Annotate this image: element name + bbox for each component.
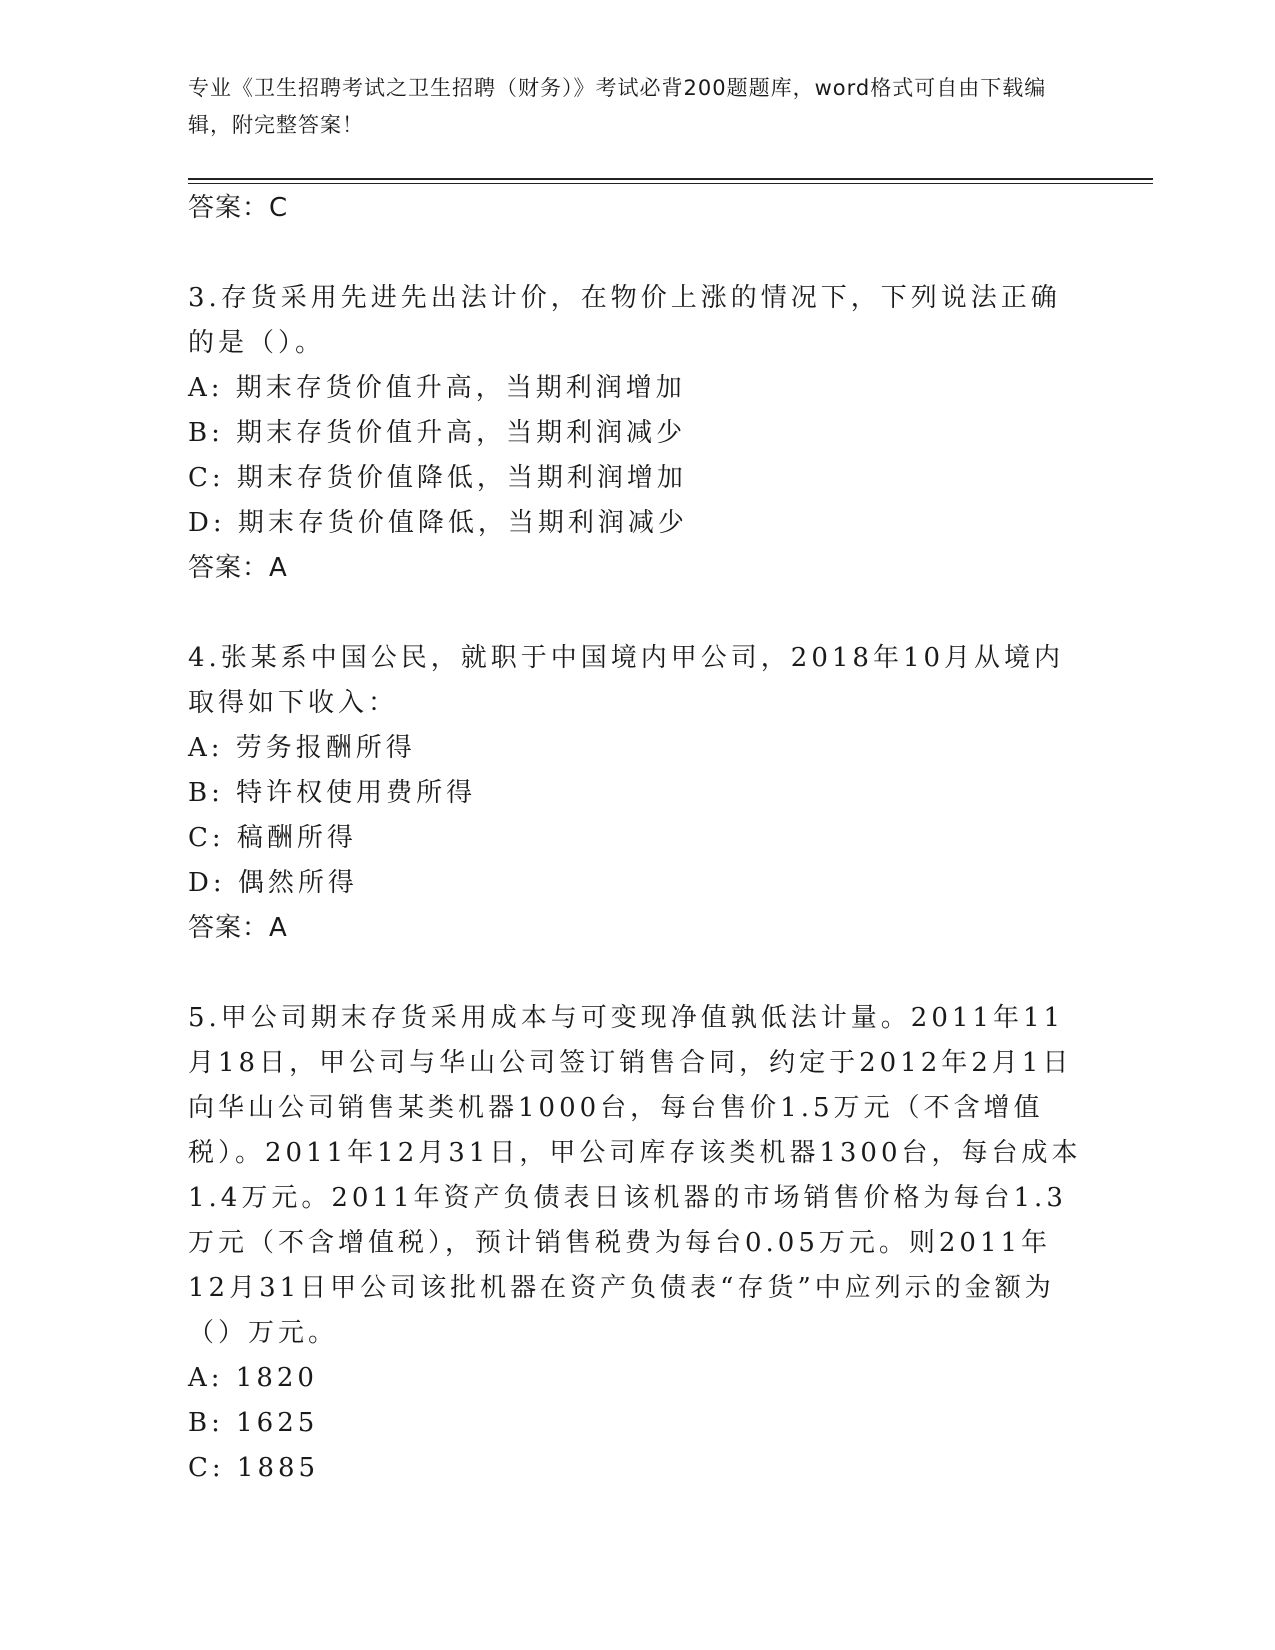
option-d: D: 偶然所得 <box>188 868 358 898</box>
option-d: D: 期末存货价值降低，当期利润减少 <box>188 508 688 538</box>
question-list <box>188 186 1088 1491</box>
header-title: 专业《卫生招聘考试之卫生招聘（财务）》考试必背200题题库，word格式可自由下载编辑，附完整答案！ <box>188 76 1047 137</box>
option-c: C: 稿酬所得 <box>188 823 357 853</box>
option-a: A: 劳务报酬所得 <box>188 733 416 763</box>
question-5 <box>188 996 1088 1491</box>
option-a: A: 期末存货价值升高，当期利润增加 <box>188 373 686 403</box>
option-c: C: 1885 <box>188 1453 320 1483</box>
option-b: B: 1625 <box>188 1408 319 1438</box>
question-4 <box>188 636 1088 951</box>
option-b: B: 期末存货价值升高，当期利润减少 <box>188 418 687 448</box>
answer-line: 答案：C <box>188 193 289 223</box>
question-text: 4.张某系中国公民，就职于中国境内甲公司，2018年10月从境内取得如下收入： <box>188 643 1065 718</box>
header-rule-thin <box>188 183 1153 184</box>
question-3 <box>188 276 1088 591</box>
answer-line: 答案：A <box>188 913 288 943</box>
question-text: 3.存货采用先进先出法计价，在物价上涨的情况下，下列说法正确的是（）。 <box>188 283 1061 358</box>
header-rule-thick <box>188 178 1153 180</box>
option-c: C: 期末存货价值降低，当期利润增加 <box>188 463 687 493</box>
answer-line: 答案：A <box>188 553 288 583</box>
option-b: B: 特许权使用费所得 <box>188 778 477 808</box>
question-text: 5.甲公司期末存货采用成本与可变现净值孰低法计量。2011年11月18日，甲公司与华山公司签订销售合同，约定于2012年2月1日向华山公司销售某类机器1000台，每台售价1.5万元（不含增值税）。2011年12月31日，甲公司库存该类机器1300台，每台成本1.4万元。2011年资产负债表日该机器的市场销售价格为每台1.3万元（不含增值税），预计销售税费为每台0.05万元。则2011年12月31日甲公司该批机器在资产负债表“存货”中应列示的金额为（）万元。 <box>188 1003 1082 1348</box>
page-header <box>188 70 1088 144</box>
option-a: A: 1820 <box>188 1363 318 1393</box>
